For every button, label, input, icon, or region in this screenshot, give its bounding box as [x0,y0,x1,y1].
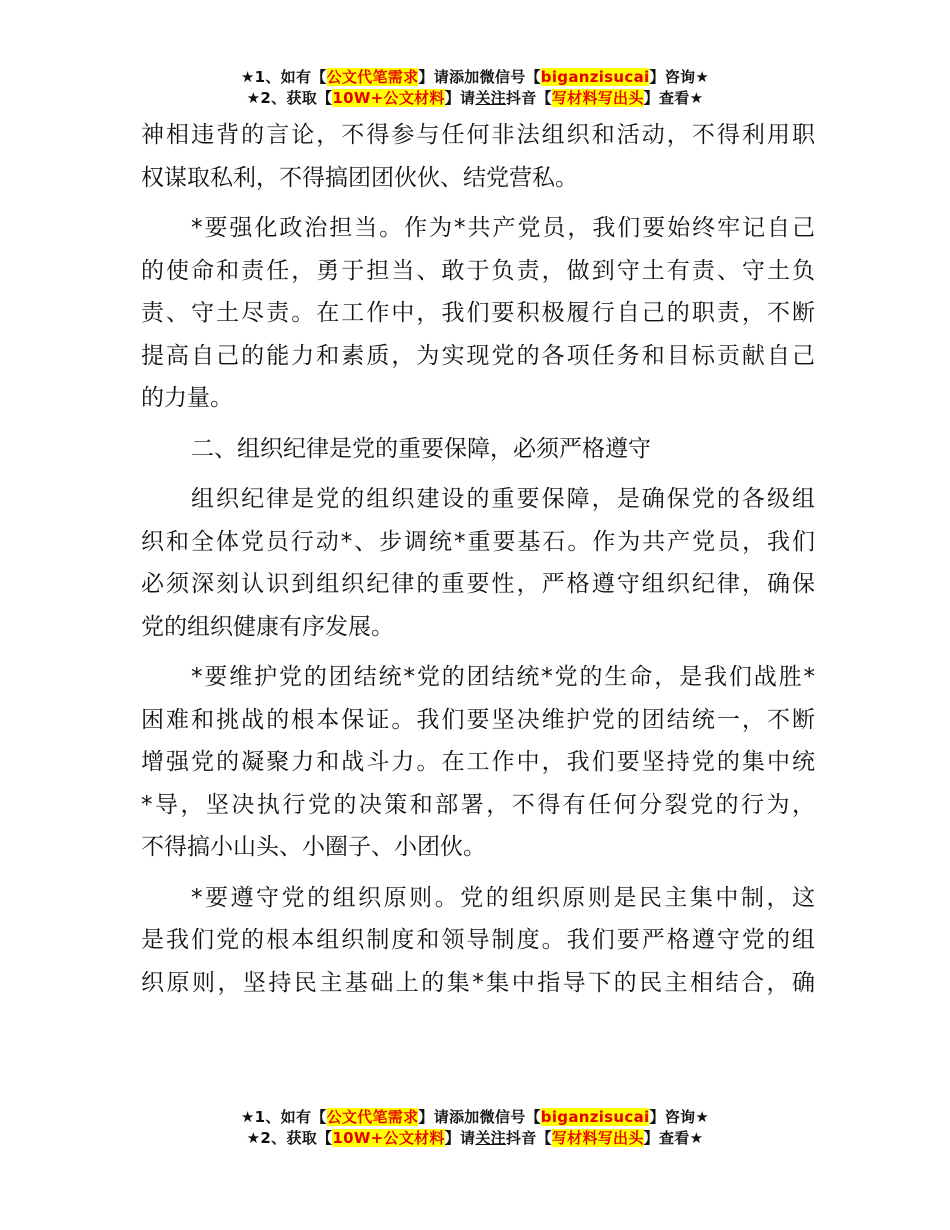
text-line: 组织纪律是党的组织建设的重要保障，是确保党的各级组 [191,486,815,512]
text-line: 织原则，坚持民主基础上的集*集中指导下的民主相结合，确 [141,969,815,996]
text-line: 党的组织健康有序发展。 [141,613,394,640]
banner-underlined-text: 关注 [475,89,506,107]
text-line: 神相违背的言论，不得参与任何非法组织和活动，不得利用职 [141,122,815,148]
footer-banner-line-1 [0,1107,950,1128]
paragraph [141,877,815,1005]
banner-text: 抖音【 [505,89,552,107]
banner-text: ★1、如有【 [240,68,327,86]
banner-text: ★2、获取【 [246,89,333,107]
banner-highlight: 10W+公文材料 [332,1129,445,1147]
section-heading [141,428,815,471]
header-banner-line-2 [0,88,950,109]
text-line: *要强化政治担当。作为*共产党员，我们要始终牢记自己 [191,215,815,241]
banner-text: ★1、如有【 [240,1108,327,1126]
text-line: 不得搞小山头、小圈子、小团伙。 [141,834,486,860]
banner-text: 】查看★ [643,1129,704,1147]
header-banner [0,67,950,109]
text-line: 二、组织纪律是党的重要保障，必须严格遵守 [191,435,651,462]
footer-banner-line-2 [0,1128,950,1149]
text-line: *导，坚决执行党的决策和部署，不得有任何分裂党的行为， [141,791,815,818]
banner-underlined-text: 关注 [475,1129,506,1147]
text-line: 织和全体党员行动*、步调统*重要基石。作为共产党员，我们 [141,528,815,555]
text-line: 必须深刻认识到组织纪律的重要性，严格遵守组织纪律，确保 [141,571,815,597]
text-line: 困难和挑战的根本保证。我们要坚决维护党的团结统一，不断 [141,706,815,733]
text-line: 的使命和责任，勇于担当、敢于负责，做到守土有责、守土负 [141,257,815,284]
text-line: 的力量。 [141,385,233,411]
paragraph [141,478,815,648]
text-line: 权谋取私利，不得搞团团伙伙、结党营私。 [141,164,578,191]
banner-text: 抖音【 [505,1129,552,1147]
wechat-id-highlight: biganzisucai [540,1108,650,1126]
douyin-account-highlight: 写材料写出头 [551,1129,644,1147]
banner-text: 】请 [444,89,476,107]
text-line: 是我们党的根本组织制度和领导制度。我们要严格遵守党的组 [141,927,815,953]
text-line: 增强党的凝聚力和战斗力。在工作中，我们要坚持党的集中统 [141,749,815,775]
header-banner-line-1 [0,67,950,88]
banner-text: 】咨询★ [649,68,710,86]
text-line: 提高自己的能力和素质，为实现党的各项任务和目标贡献自己 [141,342,815,369]
footer-banner [0,1107,950,1149]
banner-highlight: 10W+公文材料 [332,89,445,107]
paragraph [141,114,815,199]
banner-text: 】咨询★ [649,1108,710,1126]
text-line: *要遵守党的组织原则。党的组织原则是民主集中制，这 [191,884,815,911]
paragraph [141,207,815,420]
banner-highlight: 公文代笔需求 [326,1108,419,1126]
text-line: 责、守土尽责。在工作中，我们要积极履行自己的职责，不断 [141,300,815,326]
banner-text: 】请添加微信号【 [418,1108,541,1126]
paragraph [141,656,815,869]
text-line: *要维护党的团结统*党的团结统*党的生命，是我们战胜* [191,664,815,690]
wechat-id-highlight: biganzisucai [540,68,650,86]
banner-text: 】请添加微信号【 [418,68,541,86]
banner-text: ★2、获取【 [246,1129,333,1147]
document-body [141,114,815,1012]
banner-text: 】请 [444,1129,476,1147]
douyin-account-highlight: 写材料写出头 [551,89,644,107]
banner-text: 】查看★ [643,89,704,107]
banner-highlight: 公文代笔需求 [326,68,419,86]
